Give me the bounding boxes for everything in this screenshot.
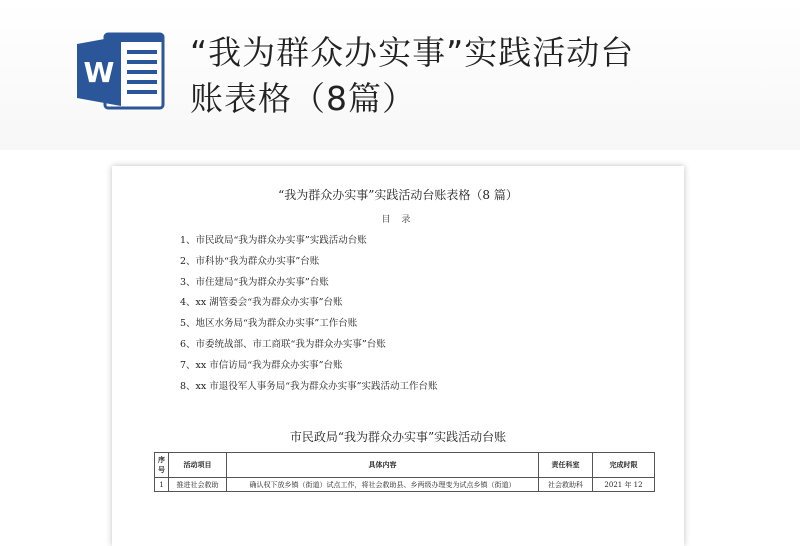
banner-title-line2: 账表格（8篇） xyxy=(190,79,416,118)
column-header-activity: 活动项目 xyxy=(169,453,227,478)
toc-item: 4、xx 湖管委会“我为群众办实事”台账 xyxy=(180,297,343,309)
toc-item: 5、地区水务局“我为群众办实事”工作台账 xyxy=(180,318,358,330)
column-header-deadline: 完成时限 xyxy=(593,453,655,478)
banner-title xyxy=(190,30,750,122)
toc-item: 8、xx 市退役军人事务局“我为群众办实事”实践活动工作台账 xyxy=(180,380,438,392)
cell-index: 1 xyxy=(155,478,169,492)
table-row xyxy=(155,478,655,492)
toc-item: 3、市住建局“我为群众办实事”台账 xyxy=(180,276,329,288)
document-title: “我为群众办实事”实践活动台账表格（8 篇） xyxy=(278,188,518,202)
svg-text:W: W xyxy=(83,56,115,89)
toc-item: 6、市委统战部、市工商联“我为群众办实事”台账 xyxy=(180,338,386,350)
column-header-index: 序号 xyxy=(155,453,169,478)
header-banner xyxy=(0,0,800,150)
word-document-icon xyxy=(75,32,167,110)
column-header-content: 具体内容 xyxy=(227,453,539,478)
cell-deadline: 2021 年 12 xyxy=(593,478,655,492)
toc-item: 2、市科协“我为群众办实事”台账 xyxy=(180,255,320,267)
document-page xyxy=(112,166,684,546)
cell-content: 确认权下放乡镇（街道）试点工作，将社会救助县、乡两级办理变为试点乡镇（街道） xyxy=(227,478,539,492)
table-of-contents xyxy=(180,231,438,397)
cell-activity: 推进社会救助 xyxy=(169,478,227,492)
toc-heading: 目 录 xyxy=(381,215,415,225)
ledger-table xyxy=(154,452,655,492)
column-header-department: 责任科室 xyxy=(539,453,593,478)
banner-title-line1: “我为群众办实事”实践活动台 xyxy=(190,33,635,72)
toc-item: 1、市民政局“我为群众办实事”实践活动台账 xyxy=(180,235,367,246)
toc-item: 7、xx 市信访局“我为群众办实事”台账 xyxy=(180,359,343,371)
cell-department: 社会救助科 xyxy=(539,478,593,492)
table-header-row xyxy=(155,453,655,478)
section-title: 市民政局“我为群众办实事”实践活动台账 xyxy=(289,430,507,444)
